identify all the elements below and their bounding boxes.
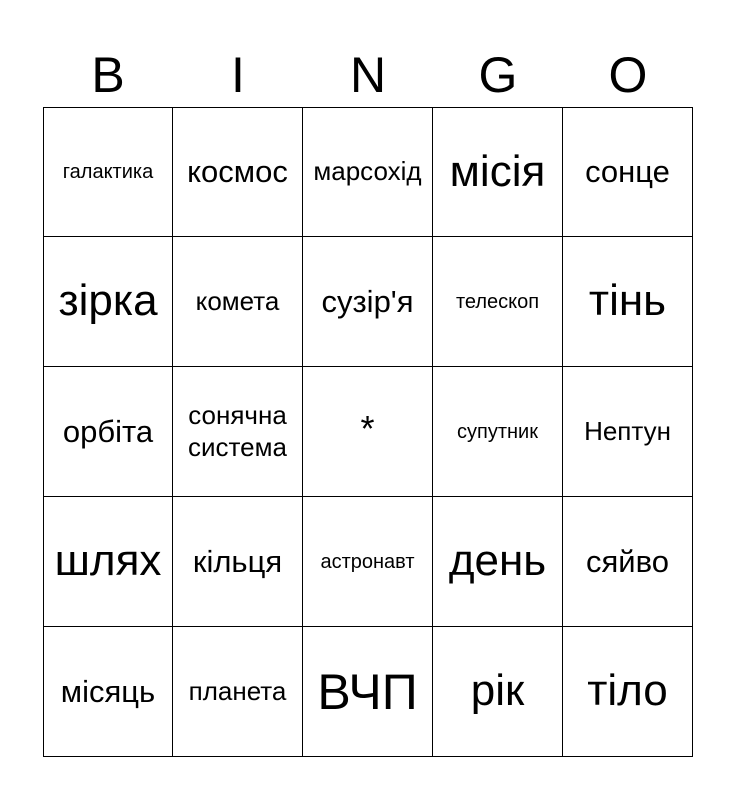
bingo-cell[interactable]: рік xyxy=(433,627,563,757)
bingo-cell[interactable]: космос xyxy=(173,107,303,237)
bingo-cell[interactable]: планета xyxy=(173,627,303,757)
bingo-cell[interactable]: шлях xyxy=(43,497,173,627)
bingo-cell[interactable]: місяць xyxy=(43,627,173,757)
bingo-cell[interactable]: сонячна система xyxy=(173,367,303,497)
header-letter-g: G xyxy=(478,47,518,103)
bingo-cell[interactable]: тінь xyxy=(563,237,693,367)
bingo-board xyxy=(43,107,693,757)
header-letter-o: O xyxy=(608,47,648,103)
bingo-cell[interactable]: сонце xyxy=(563,107,693,237)
bingo-cell[interactable]: зірка xyxy=(43,237,173,367)
header-letter-b: B xyxy=(91,47,125,103)
bingo-cell[interactable]: телескоп xyxy=(433,237,563,367)
bingo-cell[interactable]: сузір'я xyxy=(303,237,433,367)
bingo-cell[interactable]: супутник xyxy=(433,367,563,497)
header-letter-i: I xyxy=(231,47,245,103)
bingo-cell[interactable]: галактика xyxy=(43,107,173,237)
bingo-cell[interactable]: Нептун xyxy=(563,367,693,497)
bingo-cell[interactable]: кільця xyxy=(173,497,303,627)
bingo-cell[interactable]: тіло xyxy=(563,627,693,757)
bingo-cell[interactable]: місія xyxy=(433,107,563,237)
header-letter-n: N xyxy=(349,47,387,103)
bingo-header xyxy=(43,44,693,106)
bingo-cell[interactable]: астронавт xyxy=(303,497,433,627)
bingo-cell[interactable]: сяйво xyxy=(563,497,693,627)
free-space-cell[interactable]: * xyxy=(303,367,433,497)
bingo-cell[interactable]: ВЧП xyxy=(303,627,433,757)
bingo-cell[interactable]: марсохід xyxy=(303,107,433,237)
bingo-cell[interactable]: орбіта xyxy=(43,367,173,497)
bingo-cell[interactable]: комета xyxy=(173,237,303,367)
bingo-cell[interactable]: день xyxy=(433,497,563,627)
